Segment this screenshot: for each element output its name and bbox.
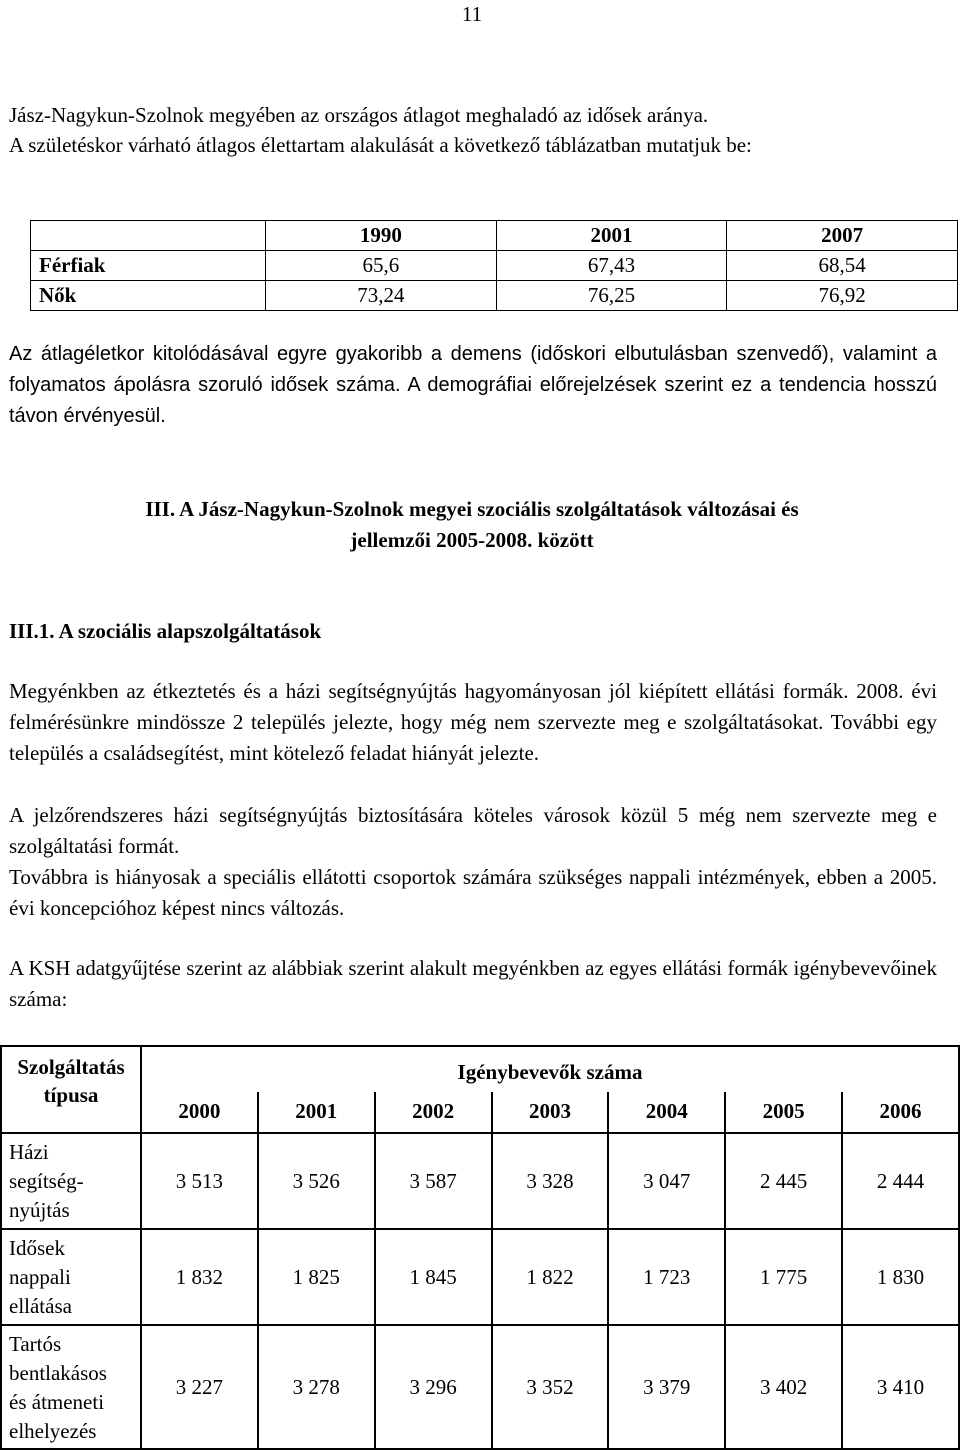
- table-corner: [31, 221, 266, 251]
- dementia-text: Az átlagéletkor kitolódásával egyre gyakoribb a demens (időskori elbutulásban szenvedő), valamint a folyamatos ápolásra szoruló idősek száma.: [9, 343, 937, 396]
- service-type-line: Házi: [9, 1140, 49, 1164]
- table-cell: 1 775: [725, 1229, 842, 1325]
- body-paragraph-1: Megyénkben az étkeztetés és a házi segítségnyújtás hagyományosan jól kiépített ellátási formák. 2008. évi felmérésünkre mindössze 2 település jelezte, hogy még nem szervezte meg e szolgáltatásokat. További egy település a családsegítést, mint kötelező feladat hiányát jelezte.: [9, 679, 937, 765]
- subsection-heading: III.1. A szociális alapszolgáltatások: [9, 619, 322, 643]
- table-cell: 3 513: [141, 1133, 258, 1229]
- service-type-line: nyújtás: [9, 1198, 70, 1222]
- service-type-header-line: Szolgáltatás: [17, 1055, 125, 1079]
- service-type-header: [1, 1046, 141, 1133]
- table-row: [1, 1325, 959, 1449]
- body-paragraph-3: Továbbra is hiányosak a speciális ellátotti csoportok számára szükséges nappali intézmények, ebben a 2005. évi koncepcióhoz képest nincs változás.: [9, 865, 937, 920]
- year-header: 2001: [496, 221, 727, 251]
- page-number: 11: [461, 2, 483, 26]
- dementia-paragraph: [9, 339, 937, 432]
- table-row: [31, 251, 958, 281]
- users-header: Igénybevevők száma: [141, 1046, 959, 1092]
- row-label: Férfiak: [31, 251, 266, 281]
- service-type-line: Idősek: [9, 1236, 65, 1260]
- year-header: 2003: [492, 1092, 609, 1133]
- years-row: [1, 1092, 959, 1133]
- table-cell: 68,54: [727, 251, 958, 281]
- year-header: 1990: [266, 221, 497, 251]
- life-expectancy-table: [30, 220, 958, 311]
- year-header: 2001: [258, 1092, 375, 1133]
- intro-line-1: Jász-Nagykun-Szolnok megyében az országos átlagot meghaladó az idősek aránya.: [9, 103, 709, 127]
- service-type-line: ellátása: [9, 1294, 72, 1318]
- service-type-cell: [1, 1325, 141, 1449]
- table-row: [1, 1133, 959, 1229]
- table-cell: 3 278: [258, 1325, 375, 1449]
- table-cell: 73,24: [266, 281, 497, 311]
- intro-line-2: A születéskor várható átlagos élettartam alakulását a következő táblázatban mutatjuk be:: [9, 133, 752, 157]
- table-cell: 3 328: [492, 1133, 609, 1229]
- table-cell: 1 830: [842, 1229, 959, 1325]
- year-header: 2000: [141, 1092, 258, 1133]
- table-cell: 1 845: [375, 1229, 492, 1325]
- service-type-cell: [1, 1229, 141, 1325]
- table-cell: 2 444: [842, 1133, 959, 1229]
- service-type-line: elhelyezés: [9, 1419, 97, 1443]
- service-type-line: segítség-: [9, 1169, 84, 1193]
- table-cell: 1 723: [608, 1229, 725, 1325]
- year-header: 2006: [842, 1092, 959, 1133]
- section-heading-line-1: III. A Jász-Nagykun-Szolnok megyei szociális szolgáltatások változásai és: [145, 497, 799, 521]
- service-type-cell: [1, 1133, 141, 1229]
- table-cell: 3 296: [375, 1325, 492, 1449]
- table-cell: 3 410: [842, 1325, 959, 1449]
- table-cell: 1 822: [492, 1229, 609, 1325]
- service-users-table: [0, 1045, 960, 1450]
- year-header: 2002: [375, 1092, 492, 1133]
- table-cell: 1 825: [258, 1229, 375, 1325]
- body-paragraph-2: A jelzőrendszeres házi segítségnyújtás biztosítására köteles városok közül 5 még nem szervezte meg e szolgáltatási formát.: [9, 803, 937, 858]
- service-type-line: és átmeneti: [9, 1390, 105, 1414]
- table-cell: 3 047: [608, 1133, 725, 1229]
- service-type-line: nappali: [9, 1265, 71, 1289]
- service-type-header-line: típusa: [43, 1083, 99, 1107]
- table-cell: 1 832: [141, 1229, 258, 1325]
- table-cell: 3 227: [141, 1325, 258, 1449]
- demography-text: A demográfiai előrejelzések szerint ez a tendencia hosszú távon érvényesül.: [9, 374, 938, 427]
- table-cell: 3 526: [258, 1133, 375, 1229]
- year-header: 2004: [608, 1092, 725, 1133]
- table-cell: 2 445: [725, 1133, 842, 1229]
- body-paragraph-4: A KSH adatgyűjtése szerint az alábbiak szerint alakult megyénkben az egyes ellátási formák igénybevevőinek száma:: [9, 956, 937, 1011]
- table-row: [31, 281, 958, 311]
- service-type-line: bentlakásos: [9, 1361, 107, 1385]
- table-header-row: [1, 1046, 959, 1092]
- table-cell: 3 352: [492, 1325, 609, 1449]
- table-row: [1, 1229, 959, 1325]
- year-header: 2007: [727, 221, 958, 251]
- service-type-line: Tartós: [9, 1332, 62, 1356]
- table-cell: 67,43: [496, 251, 727, 281]
- table-cell: 3 587: [375, 1133, 492, 1229]
- table-cell: 3 402: [725, 1325, 842, 1449]
- table-cell: 3 379: [608, 1325, 725, 1449]
- section-heading-line-2: jellemzői 2005-2008. között: [350, 528, 594, 552]
- row-label: Nők: [31, 281, 266, 311]
- year-header: 2005: [725, 1092, 842, 1133]
- table-cell: 76,25: [496, 281, 727, 311]
- table-cell: 65,6: [266, 251, 497, 281]
- table-header-row: [31, 221, 958, 251]
- table-cell: 76,92: [727, 281, 958, 311]
